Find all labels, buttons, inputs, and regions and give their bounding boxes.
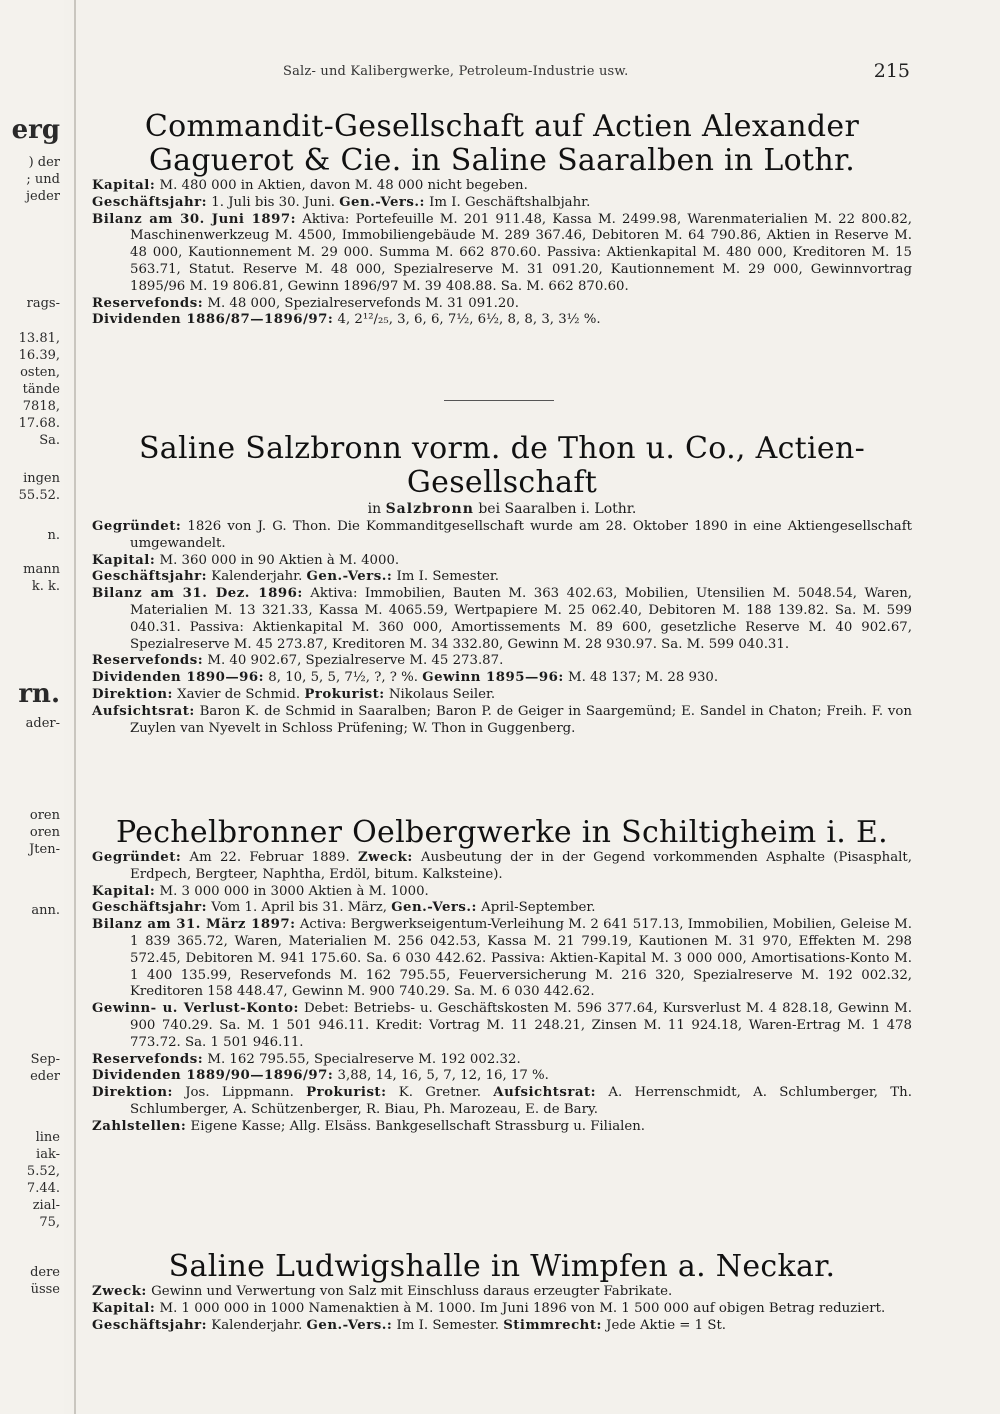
- field-key: Zweck:: [357, 850, 413, 865]
- margin-fragment: rn.: [18, 679, 60, 709]
- field-value: Activa: Bergwerkseigentum-Verleihung M. 2 641 517.13, Immobilien, Mobilien, Geleise M. 1 839 365.72, Waren, Materialien M. 256 042.53, Kassa M. 21 799.19, Kautionen M. 31 970, Effekten M. 298 572.45, Debitoren M. 941 175.60. Sa. 6 030 442.62. Passiva: Aktien-Kapital M. 3 000 000, Amortisations-Konto M. 1 400 135.99, Reservefonds M. 162 795.55, Feuerversicherung M. 216 320, Spezialreserve M. 192 002.32, Kreditoren 158 448.47, Gewinn M. 900 740.29. Sa. M. 6 030 442.62.: [130, 917, 912, 1000]
- margin-fragment: jeder: [26, 189, 60, 204]
- field-value: M. 360 000 in 90 Aktien à M. 4000.: [159, 552, 400, 568]
- entry-title: Pechelbronner Oelbergwerke in Schiltigheim i. E.: [116, 815, 888, 850]
- field-value: M. 48 137; M. 28 930.: [567, 670, 719, 686]
- field-key: Aufsichtsrat:: [493, 1085, 597, 1101]
- field-key: Geschäftsjahr:: [92, 900, 208, 916]
- margin-fragment: 7818,: [22, 399, 60, 414]
- field-key: Bilanz am 31. März 1897:: [92, 917, 296, 933]
- field-value: A. Herrenschmidt, A. Schlumberger, Th. Schlumberger, A. Schützenberger, R. Biau, Ph. Marozeau, E. de Bary.: [130, 1085, 912, 1117]
- margin-fragment: ader-: [25, 716, 60, 731]
- field-key: Kapital:: [92, 883, 156, 899]
- field-key: Direktion:: [92, 686, 173, 702]
- field-value: Baron K. de Schmid in Saaralben; Baron P. de Geiger in Saargemünd; E. Sandel in Chaton; Freih. F. von Zuylen van Nyevelt in Schloss Prüfening; W. Thon in Guggenberg.: [130, 703, 912, 736]
- margin-fragment: dere: [30, 1265, 60, 1280]
- field-key: Zweck:: [92, 1284, 147, 1299]
- field-value: Aktiva: Immobilien, Bauten M. 363 402.63, Mobilien, Utensilien M. 5048.54, Waren, Materialien M. 13 321.33, Kassa M. 4065.59, Wertpapiere M. 25 062.40, Debitoren M. 188 139.82. Sa. M. 599 040.31. Passiva: Aktienkapital M. 360 000, Amortissements M. 89 600, gesetzliche Reserve M. 40 902.67, Spezialreserve M. 45 273.87, Kreditoren M. 34 332.80, Gewinn M. 28 930.97. Sa. M. 599 040.31.: [130, 586, 912, 652]
- field-key: Gewinn 1895—96:: [422, 670, 564, 686]
- field-key: Bilanz am 30. Juni 1897:: [92, 211, 297, 227]
- company-entry: [92, 816, 912, 1136]
- field-value: Aktiva: Portefeuille M. 201 911.48, Kassa M. 2499.98, Warenmaterialien M. 22 800.82, Maschinenwerkzeug M. 4500, Immobiliengebäude M. 289 367.46, Debitoren M. 64 790.86, Aktien in Reserve M. 48 000, Kautionnement M. 29 000. Summa M. 662 870.60. Passiva: Aktienkapital M. 480 000, Kreditoren M. 15 563.71, Statut. Reserve M. 48 000, Spezialreserve M. 31 091.20, Kautionnement M. 29 000, Gewinnvortrag 1895/96 M. 19 806.81, Gewinn 1896/97 M. 39 408.88. Sa. M. 662 870.60.: [130, 211, 913, 294]
- entry-subtitle: [92, 500, 912, 518]
- section-divider: [444, 400, 554, 401]
- field-value: M. 480 000 in Aktien, davon M. 48 000 nicht begeben.: [159, 178, 528, 193]
- field-value: M. 40 902.67, Spezialreserve M. 45 273.87.: [207, 653, 504, 669]
- field-key: Dividenden 1890—96:: [92, 670, 265, 686]
- entry-paragraph: [92, 653, 912, 670]
- field-key: Gegründet:: [92, 519, 182, 534]
- field-value: Kalenderjahr.: [211, 569, 303, 585]
- entry-paragraph: [92, 1001, 912, 1051]
- entry-paragraph: [92, 569, 912, 586]
- margin-fragment: mann: [23, 562, 60, 577]
- entry-title: Saline Salzbronn vorm. de Thon u. Co., Actien-Gesellschaft: [138, 431, 866, 500]
- margin-fragment: 17.68.: [18, 416, 60, 431]
- entry-paragraph: [92, 884, 912, 901]
- margin-fragment: oren: [29, 825, 60, 840]
- field-key: Kapital:: [92, 1300, 156, 1316]
- field-key: Reservefonds:: [92, 653, 204, 669]
- margin-fragment: eder: [30, 1069, 60, 1084]
- entry-paragraph: [92, 519, 912, 553]
- margin-fragment: rags-: [26, 296, 60, 311]
- field-key: Gewinn- u. Verlust-Konto:: [92, 1001, 299, 1017]
- field-key: Geschäftsjahr:: [92, 1317, 208, 1333]
- field-key: Prokurist:: [304, 686, 385, 702]
- margin-fragment: tände: [22, 382, 60, 397]
- page-number: 215: [873, 60, 910, 82]
- field-key: Dividenden 1886/87—1896/97:: [92, 312, 334, 328]
- margin-fragment: ) der: [28, 155, 60, 170]
- field-key: Bilanz am 31. Dez. 1896:: [92, 586, 303, 602]
- entry-paragraph: [92, 178, 912, 195]
- subtitle-place: Salzbronn: [385, 501, 474, 517]
- field-value: Jede Aktie = 1 St.: [606, 1317, 727, 1333]
- margin-fragment: iak-: [36, 1147, 60, 1162]
- field-key: Zahlstellen:: [92, 1118, 187, 1134]
- entry-title: Commandit-Gesellschaft auf Actien Alexander Gaguerot & Cie. in Saline Saaralben in Lothr.: [144, 109, 860, 178]
- field-key: Gen.-Vers.:: [391, 900, 477, 916]
- field-key: Kapital:: [92, 552, 156, 568]
- margin-fragment: 5.52,: [26, 1164, 60, 1179]
- field-key: Gen.-Vers.:: [339, 194, 425, 210]
- field-value: K. Gretner.: [398, 1085, 481, 1101]
- margin-fragment: 13.81,: [18, 331, 60, 346]
- entry-paragraph: [92, 553, 912, 570]
- field-key: Geschäftsjahr:: [92, 194, 208, 210]
- field-key: Gegründet:: [92, 850, 182, 865]
- field-key: Direktion:: [92, 1085, 173, 1101]
- entry-paragraph: [92, 704, 912, 738]
- field-value: Gewinn und Verwertung von Salz mit Einschluss daraus erzeugter Fabrikate.: [151, 1284, 673, 1299]
- entry-paragraph: [92, 195, 912, 212]
- margin-fragment: Sa.: [39, 433, 60, 448]
- margin-fragment: ingen: [23, 471, 60, 486]
- margin-fragment: osten,: [20, 365, 60, 380]
- field-key: Stimmrecht:: [503, 1317, 602, 1333]
- subtitle-text: bei Saaralben i. Lothr.: [478, 501, 637, 517]
- margin-fragment: Sep-: [30, 1052, 60, 1067]
- field-value: Nikolaus Seiler.: [388, 686, 496, 702]
- field-value: Jos. Lippmann.: [185, 1085, 294, 1101]
- field-key: Aufsichtsrat:: [92, 703, 195, 719]
- field-value: M. 1 000 000 in 1000 Namenaktien à M. 1000. Im Juni 1896 von M. 1 500 000 auf obigen Betrag reduziert.: [159, 1300, 886, 1316]
- field-value: 1826 von J. G. Thon. Die Kommanditgesellschaft wurde am 28. Oktober 1890 in eine Aktiengesellschaft umgewandelt.: [130, 519, 912, 551]
- field-value: Debet: Betriebs- u. Geschäftskosten M. 596 377.64, Kursverlust M. 4 828.18, Gewinn M. 900 740.29. Sa. M. 1 501 946.11. Kredit: Vortrag M. 11 248.21, Zinsen M. 11 924.18, Waren-Ertrag M. 1 478 773.72. Sa. 1 501 946.11.: [130, 1001, 912, 1050]
- field-key: Gen.-Vers.:: [306, 1317, 393, 1333]
- company-entry: [92, 1250, 912, 1334]
- entry-paragraph: [92, 1318, 912, 1335]
- margin-fragment: erg: [11, 115, 60, 145]
- field-value: 1. Juli bis 30. Juni.: [211, 194, 335, 210]
- facing-page-margin: [0, 0, 64, 1414]
- entry-paragraph: [92, 1052, 912, 1069]
- field-key: Reservefonds:: [92, 1051, 204, 1067]
- field-value: M. 162 795.55, Specialreserve M. 192 002.32.: [207, 1051, 521, 1067]
- margin-fragment: oren: [29, 808, 60, 823]
- entry-paragraph: [92, 1301, 912, 1318]
- field-key: Kapital:: [92, 178, 156, 193]
- field-key: Gen.-Vers.:: [306, 569, 393, 585]
- entry-paragraph: [92, 1068, 912, 1085]
- company-entry: [92, 432, 912, 737]
- entry-paragraph: [92, 312, 912, 329]
- field-value: Eigene Kasse; Allg. Elsäss. Bankgesellschaft Strassburg u. Filialen.: [190, 1118, 646, 1134]
- entry-paragraph: [92, 917, 912, 1001]
- margin-fragment: 16.39,: [18, 348, 60, 363]
- entry-paragraph: [92, 1284, 912, 1301]
- field-value: 3,88, 14, 16, 5, 7, 12, 16, 17 %.: [337, 1068, 549, 1084]
- field-value: Am 22. Februar 1889.: [189, 850, 350, 865]
- margin-fragment: k. k.: [31, 579, 60, 594]
- gutter-line: [74, 0, 76, 1414]
- margin-fragment: 75,: [39, 1215, 60, 1230]
- entry-title: Saline Ludwigshalle in Wimpfen a. Neckar.: [168, 1249, 836, 1284]
- company-entry: [92, 110, 912, 329]
- field-value: Kalenderjahr.: [211, 1317, 303, 1333]
- field-value: April-September.: [481, 900, 596, 916]
- entry-paragraph: [92, 296, 912, 313]
- field-key: Geschäftsjahr:: [92, 569, 208, 585]
- entry-paragraph: [92, 212, 912, 296]
- field-value: M. 48 000, Spezialreservefonds M. 31 091.20.: [207, 295, 519, 311]
- margin-fragment: 7.44.: [26, 1181, 60, 1196]
- field-value: Im I. Geschäftshalbjahr.: [429, 194, 591, 210]
- field-value: Vom 1. April bis 31. März,: [211, 900, 387, 916]
- entry-paragraph: [92, 586, 912, 653]
- field-key: Dividenden 1889/90—1896/97:: [92, 1068, 334, 1084]
- margin-fragment: üsse: [30, 1282, 60, 1297]
- entry-paragraph: [92, 1119, 912, 1136]
- field-value: Im I. Semester.: [396, 569, 499, 585]
- field-value: Xavier de Schmid.: [177, 686, 301, 702]
- margin-fragment: ; und: [26, 172, 60, 187]
- field-value: Im I. Semester.: [396, 1317, 499, 1333]
- field-key: Prokurist:: [306, 1085, 387, 1101]
- entry-paragraph: [92, 1085, 912, 1119]
- running-header: Salz- und Kalibergwerke, Petroleum-Industrie usw.: [283, 64, 629, 79]
- field-value: 4, 2¹²/₂₅, 3, 6, 6, 7½, 6½, 8, 8, 3, 3½ %.: [337, 312, 601, 328]
- entry-paragraph: [92, 687, 912, 704]
- entry-paragraph: [92, 850, 912, 884]
- entry-paragraph: [92, 670, 912, 687]
- field-value: 8, 10, 5, 5, 7½, ?, ? %.: [268, 670, 419, 686]
- margin-fragment: ann.: [31, 903, 60, 918]
- margin-fragment: 55.52.: [18, 488, 60, 503]
- entry-paragraph: [92, 900, 912, 917]
- margin-fragment: Jten-: [29, 842, 60, 857]
- subtitle-text: in: [367, 501, 382, 517]
- field-key: Reservefonds:: [92, 295, 204, 311]
- margin-fragment: line: [35, 1130, 60, 1145]
- field-value: Ausbeutung der in der Gegend vorkommenden Asphalte (Pisasphalt, Erdpech, Bergteer, Naphtha, Erdöl, bitum. Kalksteine).: [130, 850, 912, 882]
- margin-fragment: n.: [47, 528, 60, 543]
- field-value: M. 3 000 000 in 3000 Aktien à M. 1000.: [159, 883, 429, 899]
- margin-fragment: zial-: [32, 1198, 60, 1213]
